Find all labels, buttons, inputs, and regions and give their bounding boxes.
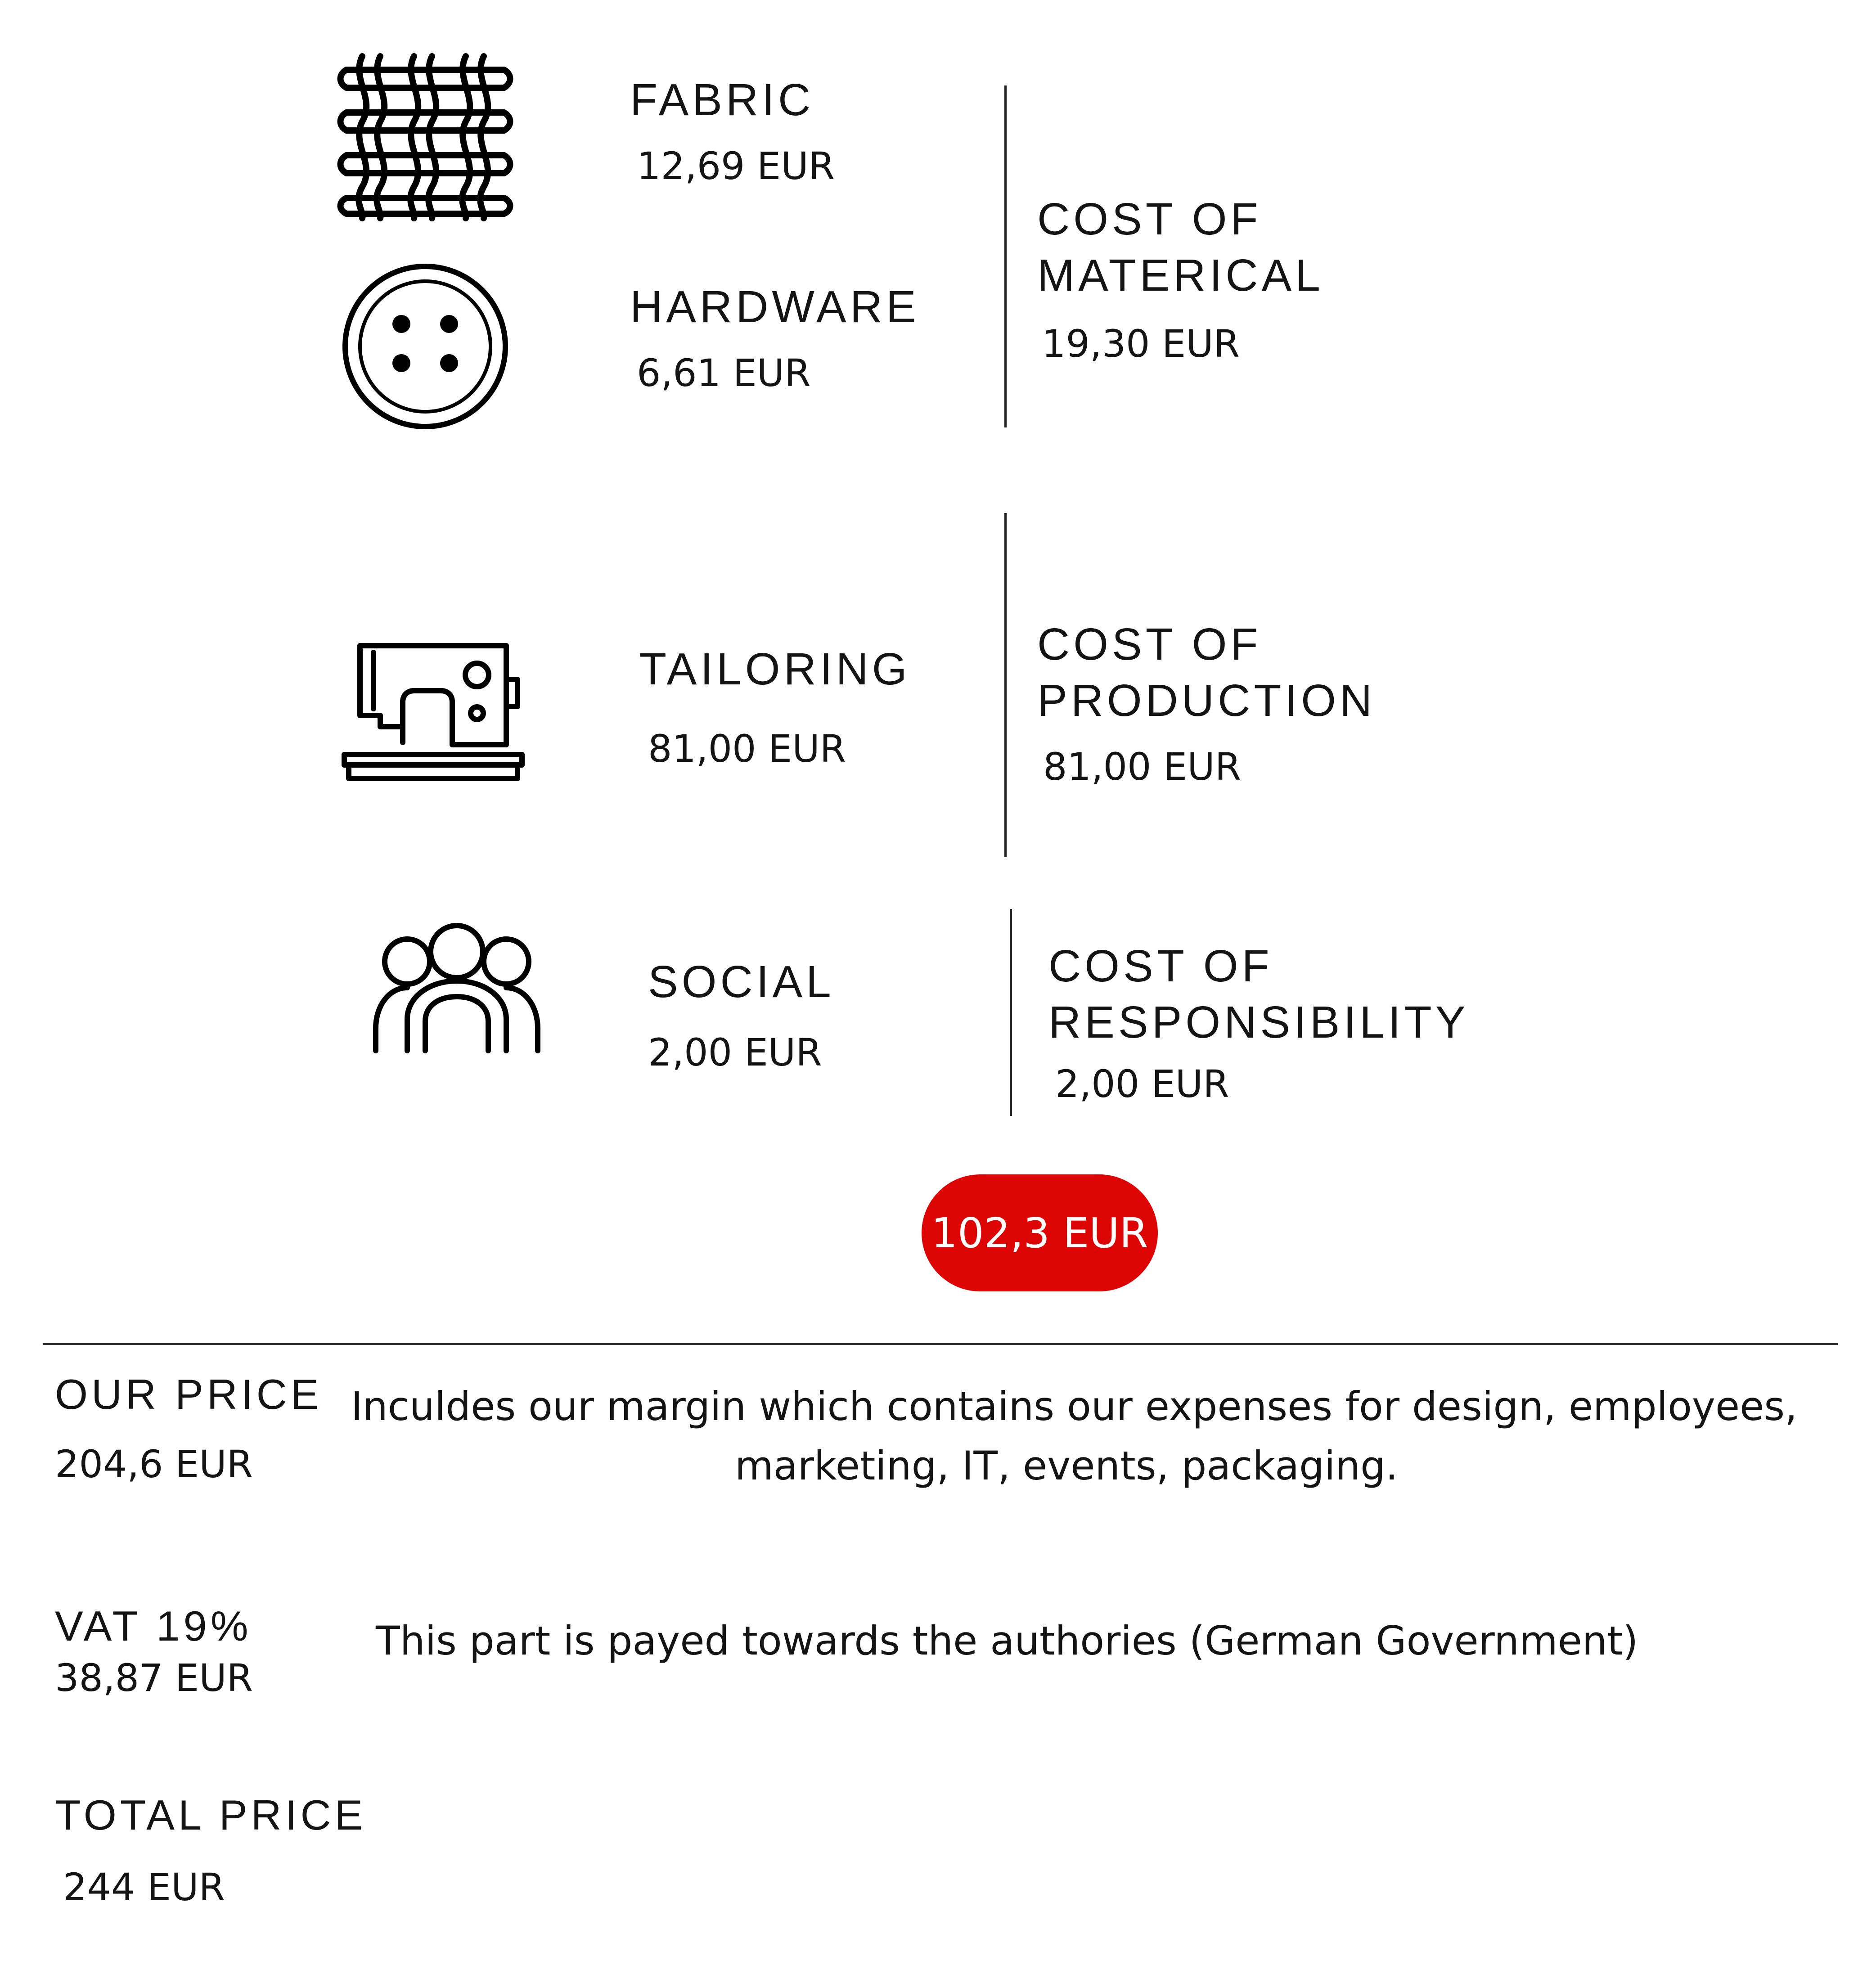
production-divider [1004, 513, 1007, 857]
responsibility-divider [1010, 909, 1012, 1116]
vat-label: VAT 19% [55, 1602, 252, 1650]
responsibility-summary-label-line1: COST OF [1048, 941, 1273, 991]
fabric-value: 12,69 EUR [637, 144, 835, 188]
production-summary-label-line1: COST OF [1037, 619, 1262, 670]
responsibility-summary-label-line2: RESPONSIBILITY [1048, 997, 1469, 1048]
total-price-value: 244 EUR [63, 1865, 225, 1909]
materials-summary-value: 19,30 EUR [1042, 322, 1240, 366]
vat-description: This part is payed towards the authories (German Government) [376, 1618, 1638, 1664]
section-separator [43, 1343, 1838, 1345]
production-summary-label-line2: PRODUCTION [1037, 675, 1376, 726]
fabric-label: FABRIC [630, 75, 814, 125]
people-group-icon [373, 920, 540, 1055]
social-value: 2,00 EUR [648, 1030, 822, 1075]
total-price-label: TOTAL PRICE [55, 1791, 367, 1839]
vat-value: 38,87 EUR [55, 1656, 253, 1700]
materials-summary-label-line2: MATERICAL [1037, 250, 1324, 301]
our-price-description-line2: marketing, IT, events, packaging. [735, 1443, 1398, 1489]
social-label: SOCIAL [648, 957, 835, 1007]
materials-summary-label-line1: COST OF [1037, 194, 1262, 244]
responsibility-summary-value: 2,00 EUR [1055, 1062, 1229, 1106]
subtotal-badge: 102,3 EUR [922, 1174, 1158, 1291]
button-icon [342, 263, 508, 430]
tailoring-value: 81,00 EUR [648, 727, 846, 771]
our-price-value: 204,6 EUR [55, 1442, 253, 1486]
tailoring-label: TAILORING [639, 644, 911, 694]
production-summary-value: 81,00 EUR [1043, 745, 1242, 789]
our-price-label: OUR PRICE [55, 1371, 323, 1418]
sewing-machine-icon [342, 641, 526, 785]
materials-divider [1004, 85, 1007, 427]
fabric-weave-icon [342, 54, 508, 220]
hardware-value: 6,61 EUR [637, 351, 811, 395]
our-price-description-line1: Inculdes our margin which contains our expenses for design, employees, [351, 1383, 1798, 1430]
hardware-label: HARDWARE [630, 282, 920, 332]
